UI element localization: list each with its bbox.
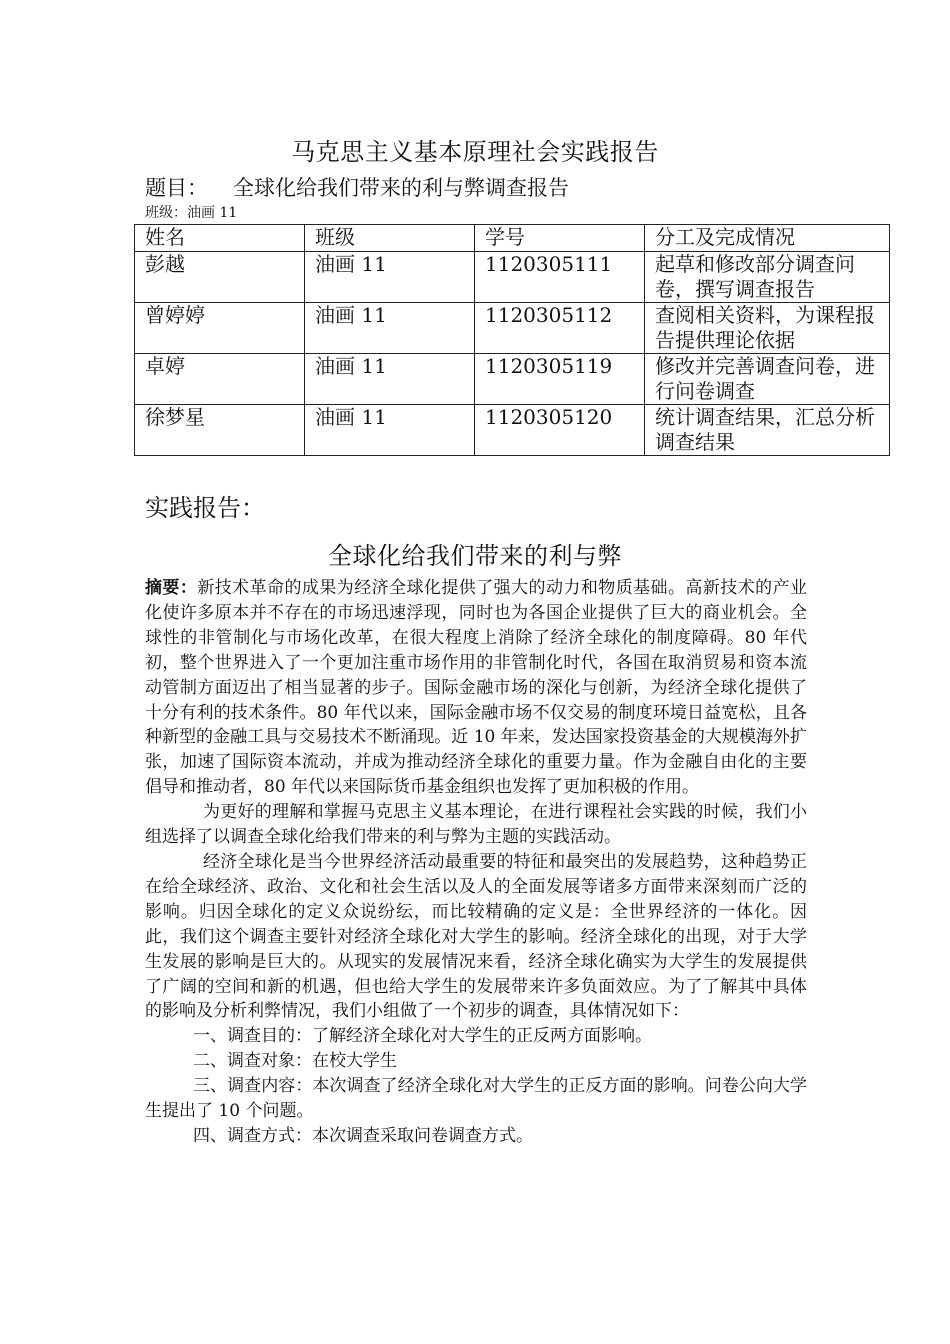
topic-line bbox=[145, 172, 569, 202]
topic-text: 全球化给我们带来的利与弊调查报告 bbox=[233, 176, 569, 200]
cell-class: 油画 11 bbox=[305, 303, 475, 354]
paragraph-purpose: 为更好的理解和掌握马克思主义基本理论，在进行课程社会实践的时候，我们小组选择了以调查全球化给我们带来的利与弊为主题的实践活动。 bbox=[145, 802, 807, 848]
survey-item-purpose: 一、调查目的：了解经济全球化对大学生的正反两方面影响。 bbox=[193, 1026, 652, 1047]
cell-duties: 修改并完善调查问卷，进行问卷调查 bbox=[645, 354, 890, 405]
paragraph-globalization: 经济全球化是当今世界经济活动最重要的特征和最突出的发展趋势，这种趋势正在给全球经济、政治、文化和社会生活以及人的全面发展等诸多方面带来深刻而广泛的影响。归因全球化的定义众说纷纭，而比较精确的定义是：全世界经济的一体化。因此，我们这个调查主要针对经济全球化对大学生的影响。经济全球化的出现，对于大学生发展的影响是巨大的。从现实的发展情况来看，经济全球化确实为大学生的发展提供了广阔的空间和新的机遇，但也给大学生的发展带来许多负面效应。为了了解其中具体的影响及分析利弊情况，我们小组做了一个初步的调查，具体情况如下： bbox=[145, 851, 807, 1022]
cell-name: 徐梦星 bbox=[135, 405, 305, 456]
topic-label: 题目： bbox=[145, 176, 208, 200]
survey-item-content: 三、调查内容：本次调查了经济全球化对大学生的正反方面的影响。问卷公向大学生提出了 10 个问题。 bbox=[145, 1076, 807, 1122]
cell-class: 油画 11 bbox=[305, 354, 475, 405]
header-class: 班级 bbox=[305, 225, 475, 252]
abstract-text: 新技术革命的成果为经济全球化提供了强大的动力和物质基础。高新技术的产业化使许多原本并不存在的市场迅速浮现，同时也为各国企业提供了巨大的商业机会。全球性的非管制化与市场化改革，在很大程度上消除了经济全球化的制度障碍。80 年代初，整个世界进入了一个更加注重市场作用的非管制化时代，各国在取消贸易和资本流动管制方面迈出了相当显著的步子。国际金融市场的深化与创新，为经济全球化提供了十分有利的技术条件。80 年代以来，国际金融市场不仅交易的制度环境日益宽松，且各种新型的金融工具与交易技术不断涌现。近 10 年来，发达国家投资基金的大规模海外扩张，加速了国际资本流动，并成为推动经济全球化的重要力量。作为金融自由化的主要倡导和推动者，80 年代以来国际货币基金组织也发挥了更加积极的作用。 bbox=[145, 578, 808, 798]
practice-heading: 实践报告： bbox=[145, 494, 265, 522]
cell-class: 油画 11 bbox=[305, 405, 475, 456]
cell-name: 曾婷婷 bbox=[135, 303, 305, 354]
abstract-paragraph bbox=[145, 576, 807, 800]
cell-duties: 统计调查结果，汇总分析调查结果 bbox=[645, 405, 890, 456]
cell-student-id: 1120305112 bbox=[475, 303, 645, 354]
report-title: 马克思主义基本原理社会实践报告 bbox=[291, 138, 659, 166]
members-table bbox=[134, 224, 890, 456]
class-line: 班级：油画 11 bbox=[145, 205, 238, 221]
report-body bbox=[145, 576, 807, 1149]
cell-name: 彭越 bbox=[135, 252, 305, 303]
cell-name: 卓婷 bbox=[135, 354, 305, 405]
survey-item-target: 二、调查对象：在校大学生 bbox=[193, 1051, 397, 1072]
cell-duties: 起草和修改部分调查问卷，撰写调查报告 bbox=[645, 252, 890, 303]
survey-item-method: 四、调查方式：本次调查采取问卷调查方式。 bbox=[193, 1125, 533, 1146]
header-duties: 分工及完成情况 bbox=[645, 225, 890, 252]
header-name: 姓名 bbox=[135, 225, 305, 252]
cell-duties: 查阅相关资料，为课程报告提供理论依据 bbox=[645, 303, 890, 354]
report-subtitle: 全球化给我们带来的利与弊 bbox=[328, 542, 622, 570]
cell-student-id: 1120305111 bbox=[475, 252, 645, 303]
table-row bbox=[135, 303, 890, 354]
table-row bbox=[135, 252, 890, 303]
table-header-row bbox=[135, 225, 890, 252]
cell-student-id: 1120305120 bbox=[475, 405, 645, 456]
cell-class: 油画 11 bbox=[305, 252, 475, 303]
cell-student-id: 1120305119 bbox=[475, 354, 645, 405]
table-row bbox=[135, 405, 890, 456]
header-student-id: 学号 bbox=[475, 225, 645, 252]
abstract-label: 摘要： bbox=[145, 578, 198, 598]
table-row bbox=[135, 354, 890, 405]
